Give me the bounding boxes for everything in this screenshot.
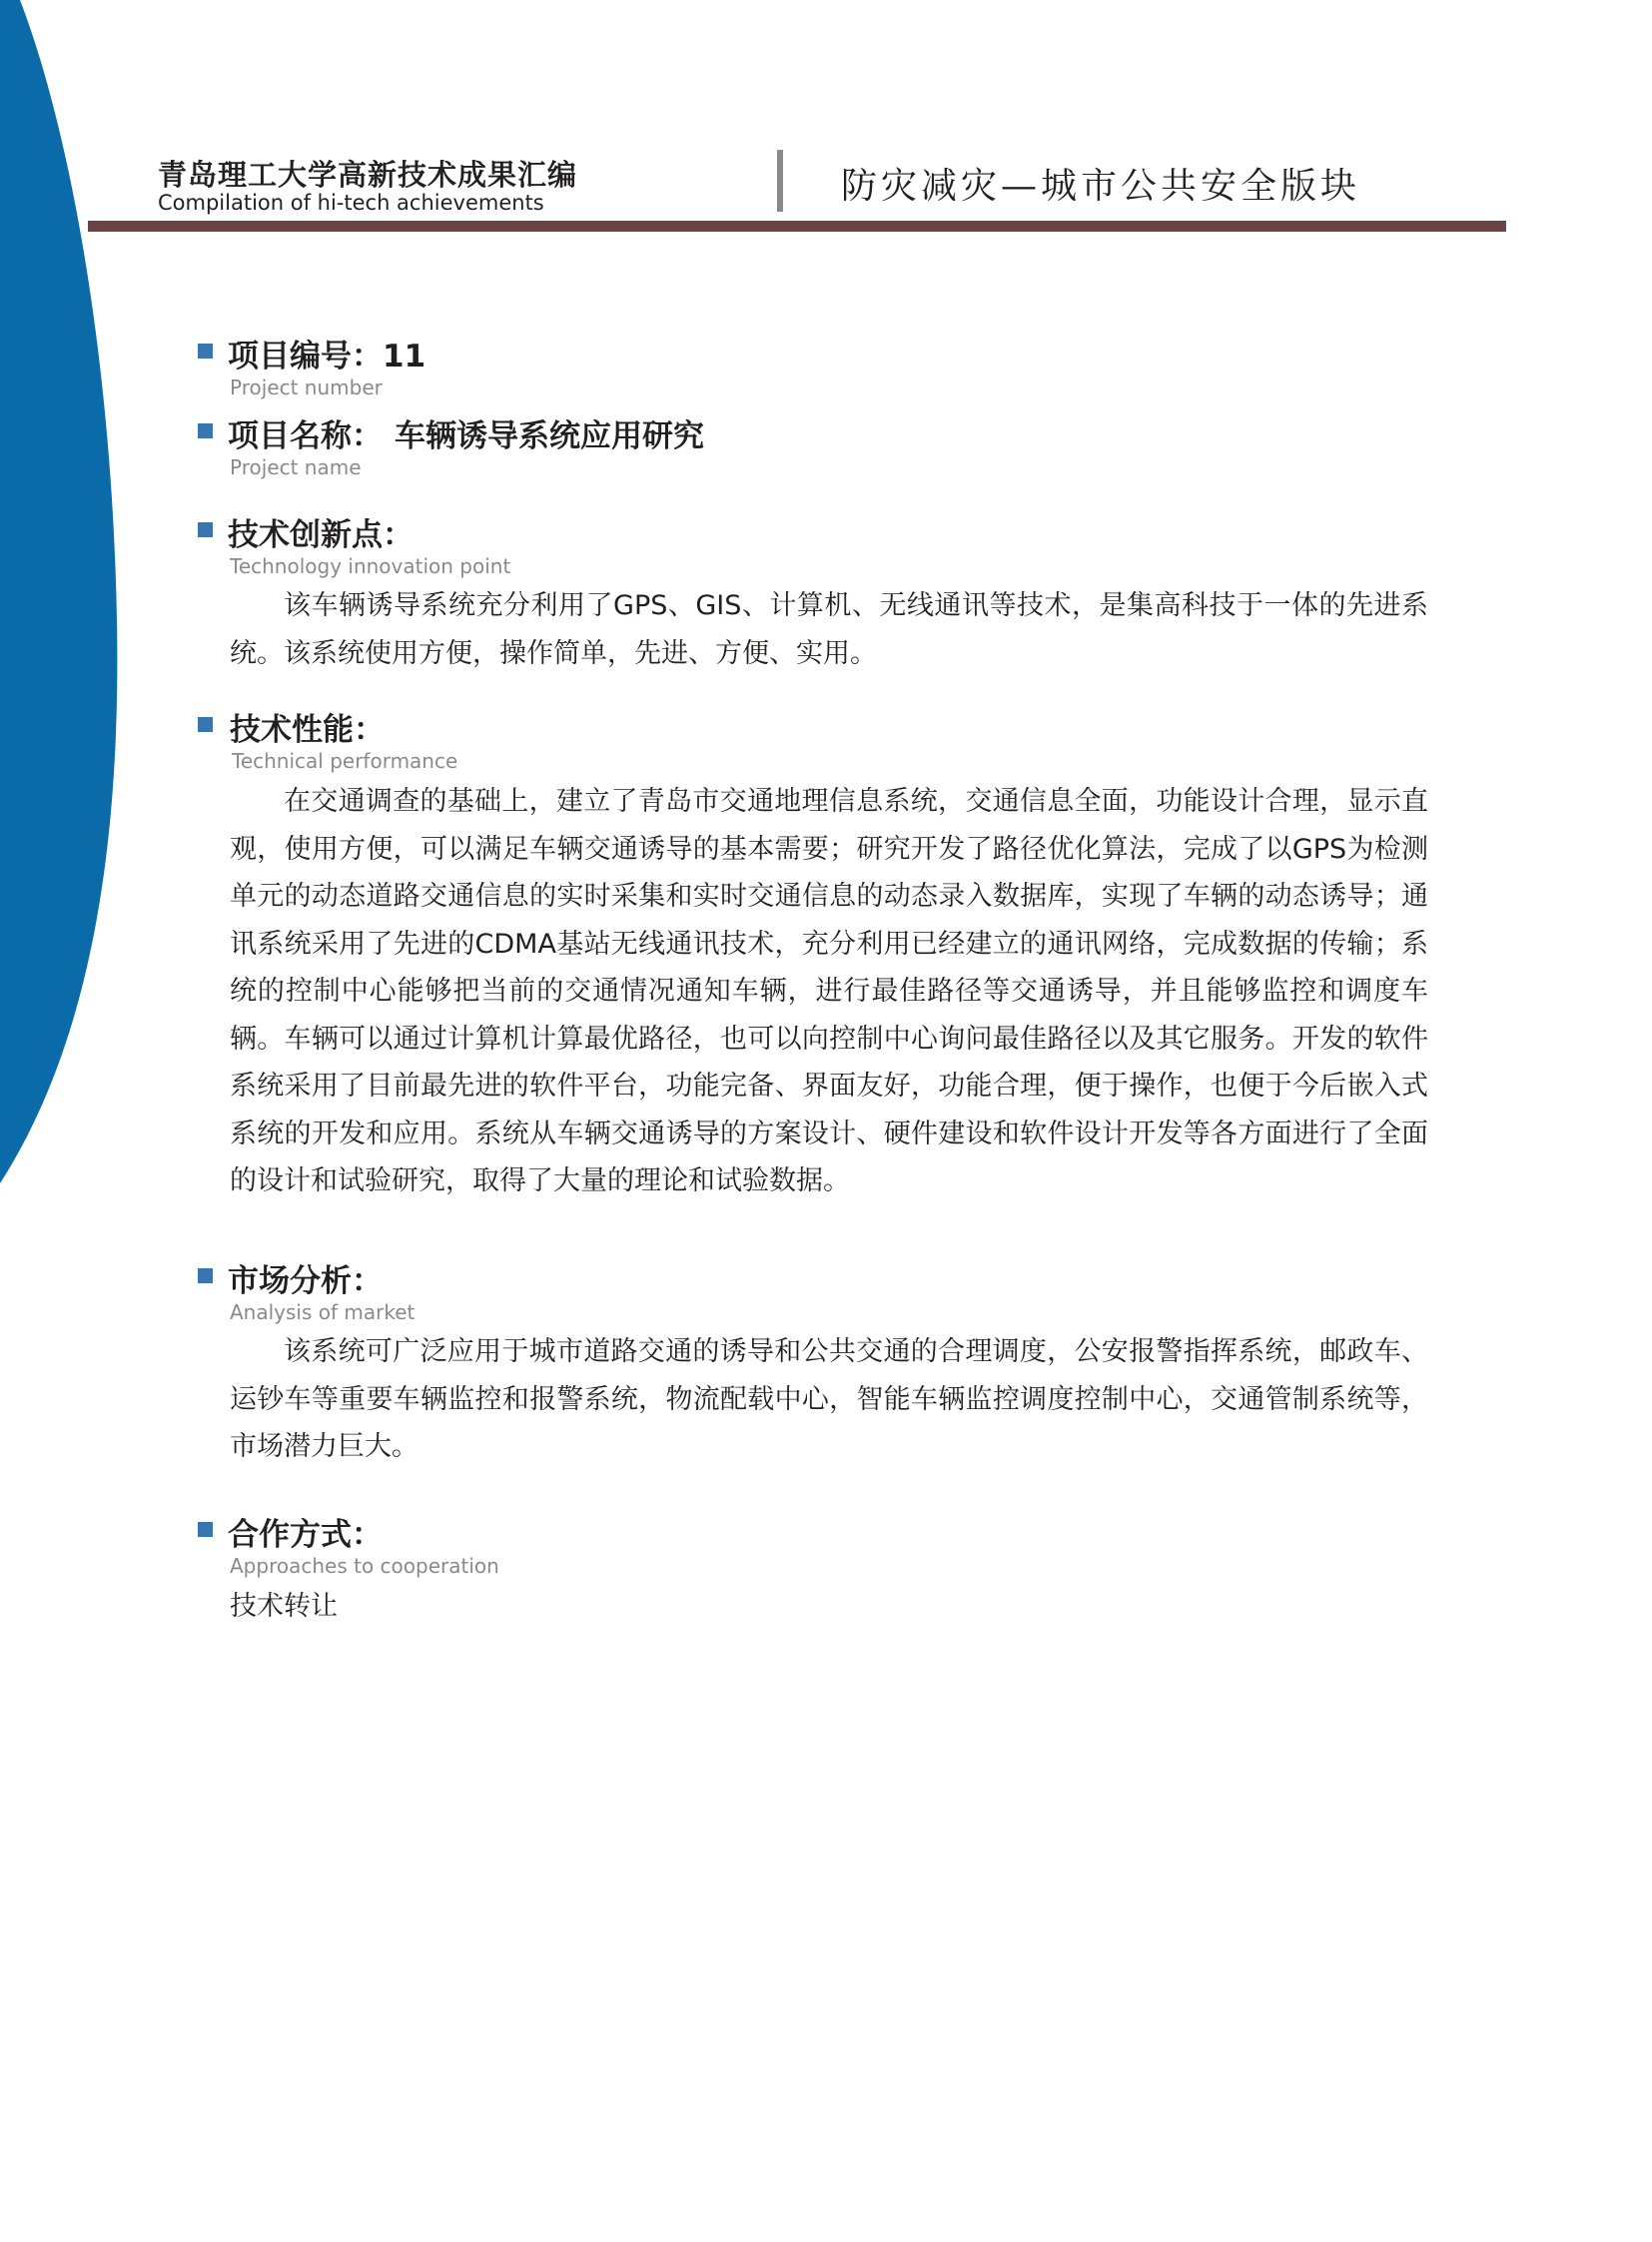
header-bar <box>88 221 1506 232</box>
project-number-label: 项目编号： <box>228 339 383 374</box>
project-number-subtitle: Project number <box>230 375 383 399</box>
bullet-icon <box>198 522 213 537</box>
bullet-icon <box>198 1268 213 1283</box>
innovation-title: 技术创新点： <box>228 517 413 553</box>
cooperation-title: 合作方式： <box>228 1517 383 1553</box>
header-title-cn: 青岛理工大学高新技术成果汇编 <box>158 158 578 192</box>
page-header <box>0 0 1652 240</box>
performance-subtitle: Technical performance <box>232 749 458 773</box>
project-name-title <box>228 410 704 455</box>
cooperation-body: 技术转让 <box>230 1591 338 1622</box>
innovation-subtitle: Technology innovation point <box>230 554 511 578</box>
bullet-icon <box>198 423 213 438</box>
performance-body: 在交通调查的基础上，建立了青岛市交通地理信息系统，交通信息全面，功能设计合理，显示直观，使用方便，可以满足车辆交通诱导的基本需要；研究开发了路径优化算法，完成了以GPS为检测单元的动态道路交通信息的实时采集和实时交通信息的动态录入数据库，实现了车辆的动态诱导；通讯系统采用了先进的CDMA基站无线通讯技术，充分利用已经建立的通讯网络，完成数据的传输；系统的控制中心能够把当前的交通情况通知车辆，进行最佳路径等交通诱导，并且能够监控和调度车辆。车辆可以通过计算机计算最优路径，也可以向控制中心询问最佳路径以及其它服务。开发的软件系统采用了目前最先进的软件平台，功能完备、界面友好，功能合理，便于操作，也便于今后嵌入式系统的开发和应用。系统从车辆交通诱导的方案设计、硬件建设和软件设计开发等各方面进行了全面的设计和试验研究，取得了大量的理论和试验数据。 <box>230 786 1428 1196</box>
market-title: 市场分析： <box>228 1263 383 1299</box>
project-number-value: 11 <box>383 339 426 374</box>
project-name-label: 项目名称： <box>228 418 383 454</box>
bullet-icon <box>198 344 213 359</box>
performance-title: 技术性能： <box>230 712 385 748</box>
bullet-icon <box>198 1522 213 1537</box>
header-section-title: 防灾减灾—城市公共安全版块 <box>841 166 1361 207</box>
innovation-body: 该车辆诱导系统充分利用了GPS、GIS、计算机、无线通讯等技术，是集高科技于一体的先进系统。该系统使用方便，操作简单，先进、方便、实用。 <box>230 590 1428 669</box>
project-name-subtitle: Project name <box>230 455 362 479</box>
market-body: 该系统可广泛应用于城市道路交通的诱导和公共交通的合理调度，公安报警指挥系统，邮政车、运钞车等重要车辆监控和报警系统，物流配载中心，智能车辆监控调度控制中心，交通管制系统等，市场潜力巨大。 <box>230 1336 1428 1462</box>
project-number-title <box>228 331 425 375</box>
header-divider <box>777 150 783 212</box>
header-title-en: Compilation of hi-tech achievements <box>158 191 544 215</box>
cooperation-subtitle: Approaches to cooperation <box>230 1554 499 1578</box>
market-subtitle: Analysis of market <box>230 1300 415 1324</box>
project-name-value: 车辆诱导系统应用研究 <box>395 418 704 454</box>
bullet-icon <box>198 717 213 732</box>
